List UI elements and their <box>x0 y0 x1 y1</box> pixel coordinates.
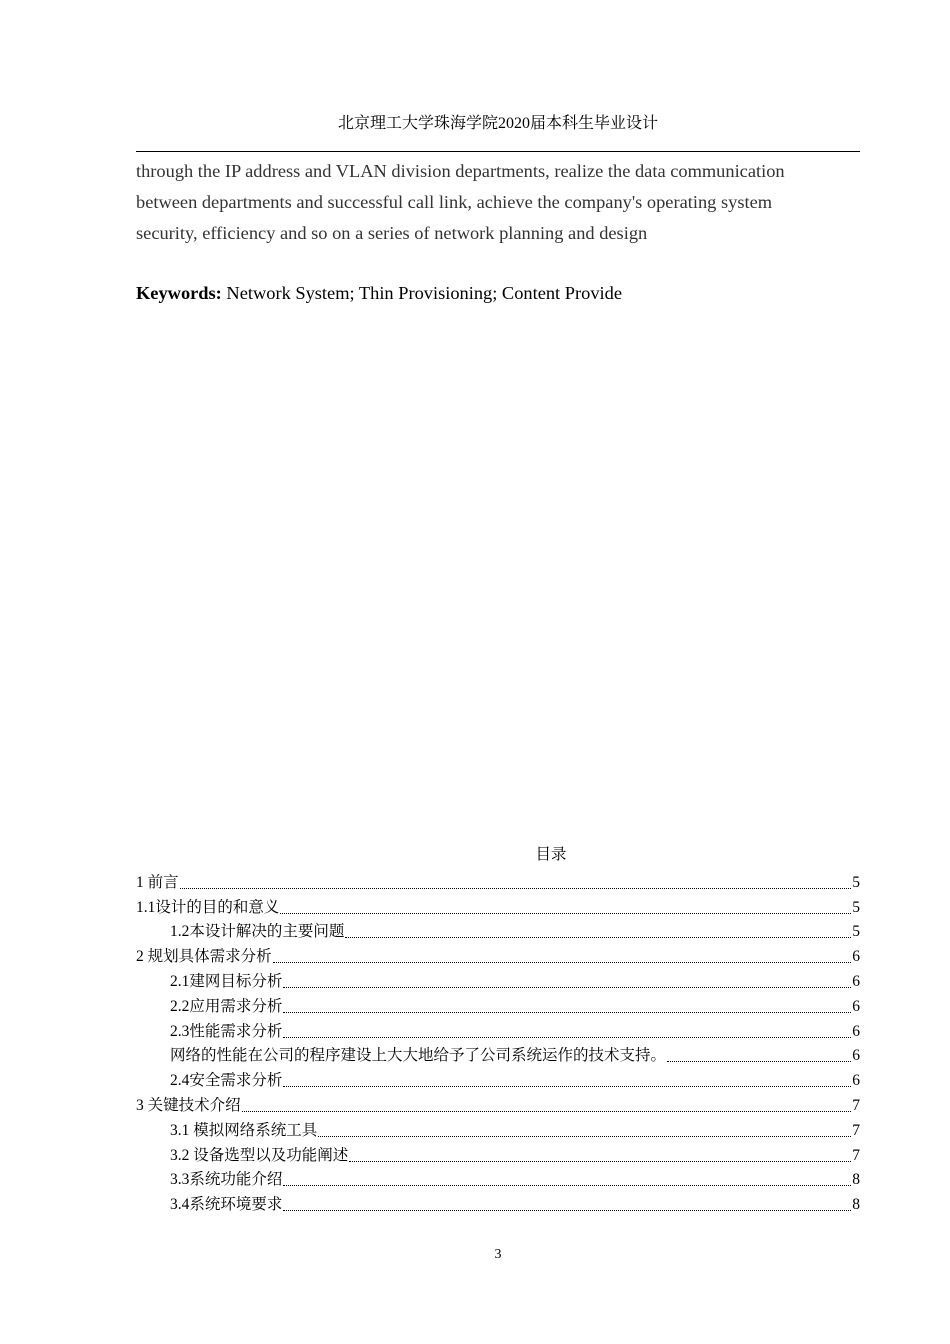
toc-dot-leader <box>242 1111 852 1112</box>
toc-dot-leader <box>318 1136 851 1137</box>
header-rule <box>136 151 860 152</box>
toc-dot-leader <box>280 913 851 914</box>
toc-entry-text: 2.4安全需求分析 <box>170 1072 283 1090</box>
toc-page-number: 7 <box>852 1121 860 1139</box>
toc-entry-text: 3.4系统环境要求 <box>170 1196 283 1214</box>
toc-page-number: 6 <box>852 1072 860 1090</box>
toc-entry-text: 2.3性能需求分析 <box>170 1022 283 1040</box>
toc-dot-leader <box>283 1210 851 1211</box>
toc-entry-text: 网络的性能在公司的程序建设上大大地给予了公司系统运作的技术支持。 <box>170 1047 667 1065</box>
toc-entry-3[interactable] <box>136 1092 860 1117</box>
toc-dot-leader <box>283 1185 851 1186</box>
abstract-line: between departments and successful call link, achieve the company's operating system <box>136 192 773 212</box>
toc-dot-leader <box>283 1037 851 1038</box>
toc-entry-1[interactable] <box>136 869 860 894</box>
toc-entry-3-2[interactable] <box>136 1142 860 1167</box>
page-header: 北京理工大学珠海学院2020届本科生毕业设计 <box>337 115 658 132</box>
toc-entry-text: 3.2 设备选型以及功能阐述 <box>170 1146 349 1164</box>
toc-entry-2-2[interactable] <box>136 993 860 1018</box>
toc-entry-2-3[interactable] <box>136 1018 860 1043</box>
toc-entry-text: 1 前言 <box>136 873 179 891</box>
page-number: 3 <box>494 1247 502 1262</box>
toc-entry-text: 3.1 模拟网络系统工具 <box>170 1121 318 1139</box>
toc-entry-text: 2.2应用需求分析 <box>170 997 283 1015</box>
toc-dot-leader <box>283 1086 851 1087</box>
toc-entry-text: 2.1建网目标分析 <box>170 972 283 990</box>
toc-entry-2-4[interactable] <box>136 1067 860 1092</box>
toc-title: 目录 <box>535 846 567 863</box>
toc-page-number: 6 <box>852 1047 860 1065</box>
toc-entry-3-4[interactable] <box>136 1191 860 1216</box>
toc-page-number: 7 <box>852 1146 860 1164</box>
toc-dot-leader <box>283 1012 851 1013</box>
toc-entry-3-3[interactable] <box>136 1167 860 1192</box>
toc-page-number: 6 <box>852 997 860 1015</box>
toc-dot-leader <box>667 1061 851 1062</box>
toc-entry-2-1[interactable] <box>136 968 860 993</box>
toc-entry-text: 1.2本设计解决的主要问题 <box>170 923 345 941</box>
toc-page-number: 8 <box>852 1196 860 1214</box>
toc-dot-leader <box>283 987 851 988</box>
abstract-text <box>136 156 860 249</box>
toc-page-number: 8 <box>852 1171 860 1189</box>
toc-page-number: 5 <box>852 898 860 916</box>
toc-page-number: 7 <box>852 1096 860 1114</box>
toc-page-number: 6 <box>852 972 860 990</box>
toc-page-number: 6 <box>852 1022 860 1040</box>
toc-entry-1-1[interactable] <box>136 894 860 919</box>
abstract-line: security, efficiency and so on a series of network planning and design <box>136 223 648 243</box>
abstract-line: through the IP address and VLAN division departments, realize the data communication <box>136 161 785 181</box>
toc-entry-3-1[interactable] <box>136 1117 860 1142</box>
keywords-label: Keywords: <box>136 283 222 303</box>
toc-dot-leader <box>349 1161 851 1162</box>
toc-entry-1-2[interactable] <box>136 919 860 944</box>
keywords-line <box>136 280 860 306</box>
toc-entry-text: 3 关键技术介绍 <box>136 1096 241 1114</box>
toc-entry-text: 1.1设计的目的和意义 <box>136 898 280 916</box>
toc-entry-text: 3.3系统功能介绍 <box>170 1171 283 1189</box>
toc-entry-text: 2 规划具体需求分析 <box>136 948 272 966</box>
toc-dot-leader <box>345 937 851 938</box>
toc-dot-leader <box>273 962 852 963</box>
toc-page-number: 6 <box>852 948 860 966</box>
toc-page-number: 5 <box>852 873 860 891</box>
keywords-text: Network System; Thin Provisioning; Content Provide <box>221 283 622 303</box>
toc-entry-2[interactable] <box>136 943 860 968</box>
table-of-contents <box>136 869 860 1216</box>
toc-entry-2-3-note[interactable] <box>136 1043 860 1068</box>
toc-page-number: 5 <box>852 923 860 941</box>
toc-dot-leader <box>180 888 852 889</box>
